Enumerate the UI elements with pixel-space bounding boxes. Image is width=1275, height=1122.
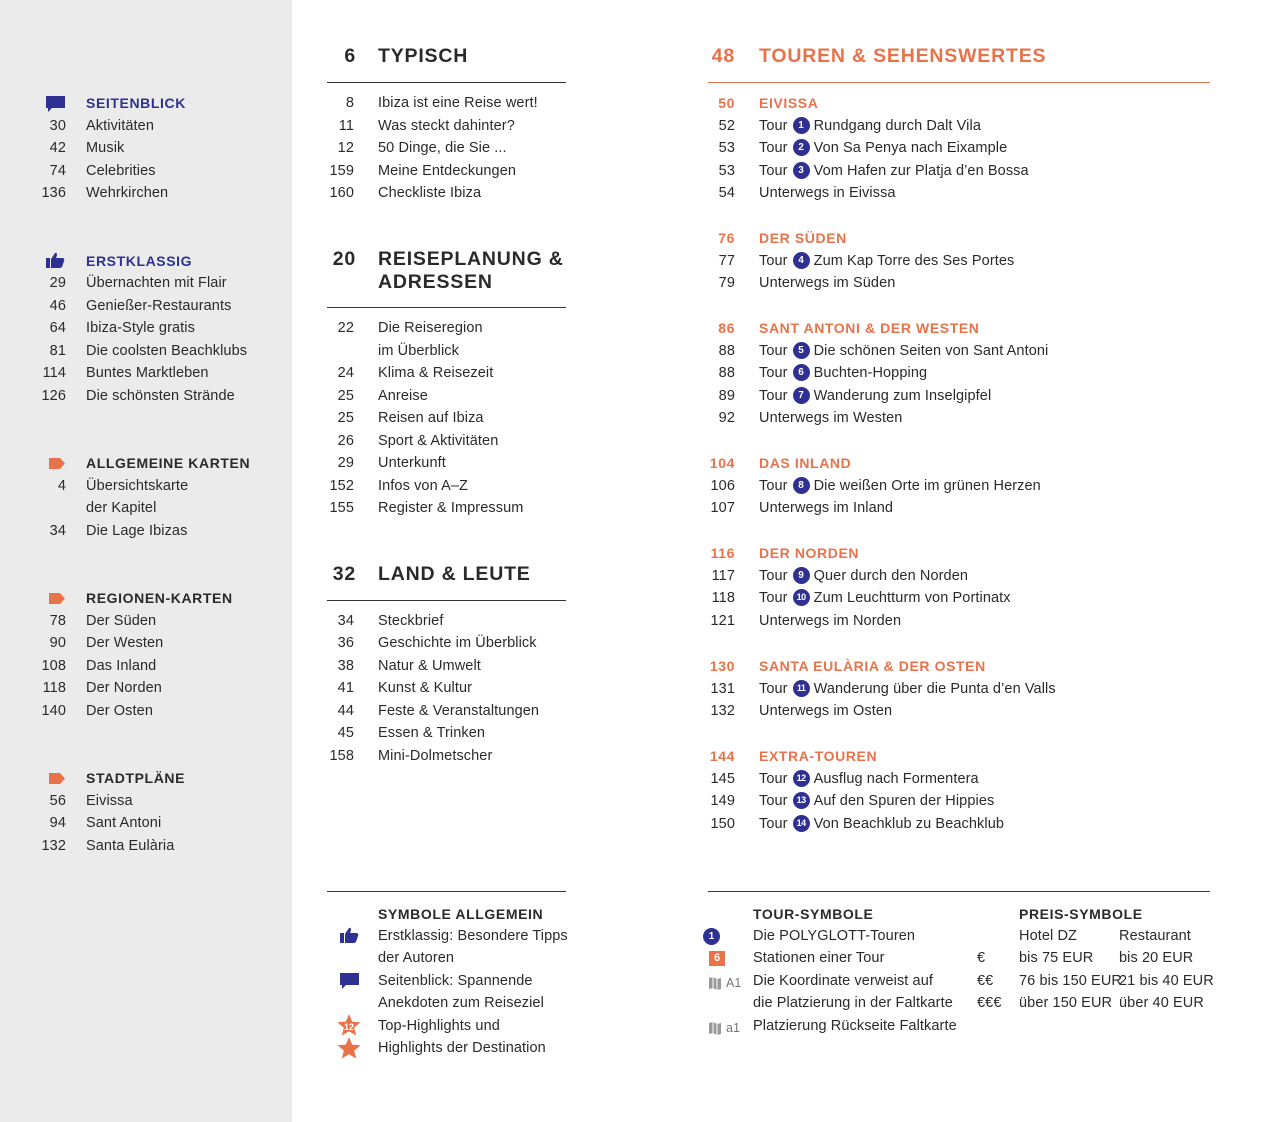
legend-text: Stationen einer Tour [753, 950, 885, 966]
list-item-label [759, 137, 1007, 159]
page-number: 107 [710, 500, 735, 516]
divider [327, 600, 566, 601]
tour-word: Tour [759, 478, 788, 494]
page-number: 90 [49, 635, 66, 651]
list-item[interactable]: Buntes Marktleben [86, 365, 209, 381]
list-item[interactable]: Feste & Veranstaltungen [378, 703, 540, 719]
page-number: 44 [337, 703, 354, 719]
list-item[interactable]: Die schönsten Strände [86, 388, 235, 404]
list-item[interactable]: Geschichte im Überblick [378, 635, 537, 651]
page-number: 89 [718, 388, 735, 404]
tour-number-icon: 8 [793, 477, 810, 494]
list-item[interactable]: Checkliste Ibiza [378, 185, 482, 201]
page-number: 88 [718, 343, 735, 359]
page-number: 74 [49, 163, 66, 179]
page-number: 145 [710, 771, 735, 787]
legend-text: Platzierung Rückseite Faltkarte [753, 1018, 957, 1034]
page-number: 158 [329, 748, 354, 764]
legend-text: Highlights der Destination [378, 1040, 546, 1056]
price-hotel: 76 bis 150 EUR [1019, 973, 1122, 989]
map-back-coordinate-icon [708, 1020, 746, 1036]
list-item[interactable]: Kunst & Kultur [378, 680, 473, 696]
page-number: 36 [337, 635, 354, 651]
page-number: 140 [41, 703, 66, 719]
page-number: 56 [49, 793, 66, 809]
top-highlight-star-icon [336, 1013, 362, 1038]
list-item[interactable]: Essen & Trinken [378, 725, 486, 741]
tour-section-title: SANT ANTONI & DER WESTEN [759, 320, 980, 336]
price-restaurant: über 40 EUR [1119, 995, 1204, 1011]
legend-text: die Platzierung in der Faltkarte [753, 995, 953, 1011]
list-item-label [759, 250, 1014, 272]
speech-bubble-icon [45, 95, 66, 113]
tour-number-icon: 7 [793, 387, 810, 404]
page-number: 136 [41, 185, 66, 201]
tour-word: Tour [759, 590, 788, 606]
page-number: 114 [42, 365, 66, 381]
list-item[interactable]: der Kapitel [86, 500, 157, 516]
page-number: 24 [337, 365, 354, 381]
price-hotel: bis 75 EUR [1019, 950, 1094, 966]
tour-word: Tour [759, 365, 788, 381]
tour-number-icon: 1 [703, 928, 720, 945]
tour-number-icon: 5 [793, 342, 810, 359]
map-tag-icon [48, 592, 66, 605]
list-item[interactable]: Der Süden [86, 613, 157, 629]
tour-word: Tour [759, 771, 788, 787]
page-number: 29 [337, 455, 354, 471]
page-number: 46 [49, 298, 66, 314]
list-item[interactable]: Santa Eulària [86, 838, 175, 854]
list-item[interactable]: Genießer-Restaurants [86, 298, 232, 314]
tour-section-title: SANTA EULÀRIA & DER OSTEN [759, 658, 986, 674]
tour-title: Buchten-Hopping [813, 365, 928, 381]
chapter-title-land-leute[interactable]: LAND & LEUTE [378, 563, 531, 585]
chapter-number: 48 [711, 45, 735, 67]
list-item[interactable]: Ibiza-Style gratis [86, 320, 195, 336]
section-title-stadtplaene: STADTPLÄNE [86, 770, 186, 786]
tour-word: Tour [759, 568, 788, 584]
tour-title: Von Beachklub zu Beachklub [813, 816, 1005, 832]
legend-title-tour: TOUR-SYMBOLE [753, 906, 874, 922]
highlight-number: 12 [343, 1022, 355, 1032]
tour-word: Tour [759, 253, 788, 269]
page-number: 4 [57, 478, 66, 494]
list-item-label [759, 160, 1029, 182]
page-number: 54 [718, 185, 735, 201]
list-item[interactable]: Reisen auf Ibiza [378, 410, 484, 426]
page-number: 8 [345, 95, 354, 111]
list-item-label [759, 790, 994, 812]
page-number: 130 [709, 658, 735, 674]
tour-word: Tour [759, 816, 788, 832]
price-hotel: über 150 EUR [1019, 995, 1113, 1011]
list-item[interactable]: Übersichtskarte [86, 478, 189, 494]
page-number: 131 [710, 681, 735, 697]
page-number: 118 [711, 590, 735, 606]
coordinate-label: a1 [726, 1021, 740, 1035]
list-item-label [759, 475, 1041, 497]
page-number: 149 [710, 793, 735, 809]
list-item[interactable]: Aktivitäten [86, 118, 154, 134]
tour-title: Wanderung über die Punta d’en Valls [813, 681, 1056, 697]
tour-number-icon: 9 [793, 567, 810, 584]
tour-number-icon: 13 [793, 792, 810, 809]
page-number: 38 [337, 658, 354, 674]
list-item-label: Unterwegs in Eivissa [759, 185, 896, 201]
list-item[interactable]: Anreise [378, 388, 428, 404]
page-number: 53 [718, 163, 735, 179]
legend-text: Erstklassig: Besondere Tipps [378, 928, 568, 944]
speech-bubble-icon [339, 972, 360, 990]
tour-title: Die schönen Seiten von Sant Antoni [813, 343, 1049, 359]
tour-section-title: DAS INLAND [759, 455, 852, 471]
tour-title: Quer durch den Norden [813, 568, 969, 584]
section-title-regionen-karten: REGIONEN-KARTEN [86, 590, 233, 606]
price-restaurant: 21 bis 40 EUR [1119, 973, 1214, 989]
divider [708, 891, 1210, 892]
legend-text: Die POLYGLOTT-Touren [753, 928, 916, 944]
legend-text: Seitenblick: Spannende [378, 973, 533, 989]
tour-section-title: EIVISSA [759, 95, 819, 111]
page-number: 160 [329, 185, 354, 201]
list-item-label: Unterwegs im Norden [759, 613, 902, 629]
list-item[interactable]: Eivissa [86, 793, 133, 809]
list-item-label: Unterwegs im Süden [759, 275, 896, 291]
list-item[interactable]: Unterkunft [378, 455, 446, 471]
tour-number-icon: 3 [793, 162, 810, 179]
list-item[interactable]: Mini-Dolmetscher [378, 748, 493, 764]
tour-section-title: DER SÜDEN [759, 230, 847, 246]
list-item[interactable]: Der Osten [86, 703, 153, 719]
tour-word: Tour [759, 793, 788, 809]
list-item-label [759, 385, 991, 407]
list-item[interactable]: Steckbrief [378, 613, 444, 629]
section-title-erstklassig: ERSTKLASSIG [86, 253, 193, 269]
tour-title: Zum Kap Torre des Ses Portes [813, 253, 1015, 269]
thumbs-up-icon [45, 251, 66, 269]
coordinate-label: A1 [726, 976, 742, 990]
tour-number-icon: 10 [793, 589, 810, 606]
page-number: 50 [718, 95, 735, 111]
chapter-title-reiseplanung[interactable]: REISEPLANUNG & [378, 248, 564, 270]
tour-title: Wanderung zum Inselgipfel [813, 388, 992, 404]
page-number: 126 [41, 388, 66, 404]
page-number: 121 [710, 613, 735, 629]
page-number: 106 [710, 478, 735, 494]
page-number: 152 [329, 478, 354, 494]
list-item[interactable]: Sport & Aktivitäten [378, 433, 499, 449]
list-item-label [759, 768, 979, 790]
page-number: 132 [710, 703, 735, 719]
list-item-label: Unterwegs im Inland [759, 500, 894, 516]
tour-word: Tour [759, 343, 788, 359]
page-number: 81 [49, 343, 66, 359]
tour-word: Tour [759, 163, 788, 179]
tour-number-icon: 12 [793, 770, 810, 787]
tour-number-icon: 1 [793, 117, 810, 134]
list-item-label: Unterwegs im Osten [759, 703, 893, 719]
page-number: 22 [337, 320, 354, 336]
page-number: 12 [337, 140, 354, 156]
chapter-title-typisch[interactable]: TYPISCH [378, 45, 469, 67]
list-item-label [759, 587, 1011, 609]
list-item[interactable]: Der Norden [86, 680, 162, 696]
tour-word: Tour [759, 118, 788, 134]
page-number: 150 [710, 816, 735, 832]
page-number: 34 [337, 613, 354, 629]
map-tag-icon [48, 457, 66, 470]
page-number: 79 [718, 275, 735, 291]
tour-title: Zum Leuchtturm von Portinatx [813, 590, 1011, 606]
page-number: 144 [709, 748, 735, 764]
price-header-hotel: Hotel DZ [1019, 928, 1078, 944]
list-item[interactable]: im Überblick [378, 343, 459, 359]
page-number: 88 [718, 365, 735, 381]
divider [708, 82, 1210, 83]
section-title-allgemeine-karten: ALLGEMEINE KARTEN [86, 455, 251, 471]
page-number: 25 [337, 388, 354, 404]
page-number: 34 [49, 523, 66, 539]
page-number: 108 [41, 658, 66, 674]
page-number: 76 [718, 230, 735, 246]
page-number: 25 [337, 410, 354, 426]
thumbs-up-icon [339, 926, 360, 944]
list-item[interactable]: Klima & Reisezeit [378, 365, 494, 381]
list-item-label [759, 115, 981, 137]
legend-text: der Autoren [378, 950, 455, 966]
page-number: 77 [718, 253, 735, 269]
list-item[interactable]: Die Lage Ibizas [86, 523, 188, 539]
list-item[interactable]: Register & Impressum [378, 500, 524, 516]
legend-title-allgemein: SYMBOLE ALLGEMEIN [378, 906, 544, 922]
page-number: 116 [710, 545, 735, 561]
chapter-title-touren[interactable]: TOUREN & SEHENSWERTES [759, 45, 1047, 67]
divider [327, 82, 566, 83]
tour-word: Tour [759, 681, 788, 697]
tour-title: Vom Hafen zur Platja d’en Bossa [813, 163, 1029, 179]
page-number: 117 [711, 568, 735, 584]
list-item[interactable]: Sant Antoni [86, 815, 162, 831]
chapter-number: 20 [332, 248, 356, 270]
price-symbol: €€€ [977, 995, 1002, 1011]
tour-number-icon: 2 [793, 139, 810, 156]
section-title-seitenblick: SEITENBLICK [86, 95, 186, 111]
page-number: 64 [49, 320, 66, 336]
map-coordinate-icon [708, 975, 746, 991]
price-symbol: €€ [977, 973, 994, 989]
list-item[interactable]: Die Reiseregion [378, 320, 483, 336]
legend-text: Top-Highlights und [378, 1018, 500, 1034]
list-item[interactable]: Musik [86, 140, 125, 156]
list-item[interactable]: 50 Dinge, die Sie ... [378, 140, 507, 156]
list-item[interactable]: Wehrkirchen [86, 185, 169, 201]
divider [327, 307, 566, 308]
divider [327, 891, 566, 892]
tour-title: Rundgang durch Dalt Vila [813, 118, 981, 134]
tour-section-title: DER NORDEN [759, 545, 860, 561]
price-restaurant: bis 20 EUR [1119, 950, 1194, 966]
tour-section-title: EXTRA-TOUREN [759, 748, 878, 764]
page-number: 155 [329, 500, 354, 516]
list-item[interactable]: Was steckt dahinter? [378, 118, 515, 134]
page-number: 53 [718, 140, 735, 156]
page-number: 78 [49, 613, 66, 629]
tour-word: Tour [759, 140, 788, 156]
page-number: 118 [42, 680, 66, 696]
legend-text: Die Koordinate verweist auf [753, 973, 934, 989]
legend-text: Anekdoten zum Reiseziel [378, 995, 544, 1011]
list-item-label: Unterwegs im Westen [759, 410, 903, 426]
chapter-number: 6 [344, 45, 356, 67]
map-tag-icon [48, 772, 66, 785]
page-number: 92 [718, 410, 735, 426]
list-item-label [759, 678, 1056, 700]
page-number: 104 [709, 455, 735, 471]
tour-number-icon: 4 [793, 252, 810, 269]
tour-number-icon: 6 [793, 364, 810, 381]
list-item[interactable]: Ibiza ist eine Reise wert! [378, 95, 538, 111]
page-number: 42 [49, 140, 66, 156]
tour-title: Auf den Spuren der Hippies [813, 793, 995, 809]
list-item[interactable]: Infos von A–Z [378, 478, 468, 494]
tour-title: Die weißen Orte im grünen Herzen [813, 478, 1041, 494]
page-number: 29 [49, 275, 66, 291]
tour-station-icon: 6 [709, 951, 725, 966]
legend-title-preis: PREIS-SYMBOLE [1019, 906, 1143, 922]
list-item[interactable]: Meine Entdeckungen [378, 163, 517, 179]
list-item[interactable]: Natur & Umwelt [378, 658, 481, 674]
chapter-number: 32 [332, 563, 356, 585]
page-number: 132 [41, 838, 66, 854]
page-number: 94 [49, 815, 66, 831]
list-item-label [759, 362, 927, 384]
tour-title: Ausflug nach Formentera [813, 771, 979, 787]
page-number: 41 [337, 680, 354, 696]
list-item-label [759, 340, 1048, 362]
tour-number-icon: 14 [793, 815, 810, 832]
page-number: 52 [718, 118, 735, 134]
highlight-star-icon [336, 1036, 362, 1061]
list-item[interactable]: Der Westen [86, 635, 164, 651]
price-symbol: € [977, 950, 986, 966]
tour-title: Von Sa Penya nach Eixample [813, 140, 1008, 156]
list-item-label [759, 565, 968, 587]
tour-word: Tour [759, 388, 788, 404]
page-number: 45 [337, 725, 354, 741]
page-number: 26 [337, 433, 354, 449]
list-item[interactable]: Die coolsten Beachklubs [86, 343, 248, 359]
page-number: 11 [338, 118, 354, 134]
list-item[interactable]: Das Inland [86, 658, 157, 674]
tour-number-icon: 11 [793, 680, 810, 697]
price-header-restaurant: Restaurant [1119, 928, 1191, 944]
chapter-title-adressen[interactable]: ADRESSEN [378, 271, 493, 293]
list-item[interactable]: Celebrities [86, 163, 156, 179]
list-item[interactable]: Übernachten mit Flair [86, 275, 227, 291]
list-item-label [759, 813, 1004, 835]
page-number: 86 [718, 320, 735, 336]
page-number: 30 [49, 118, 66, 134]
page-number: 159 [329, 163, 354, 179]
